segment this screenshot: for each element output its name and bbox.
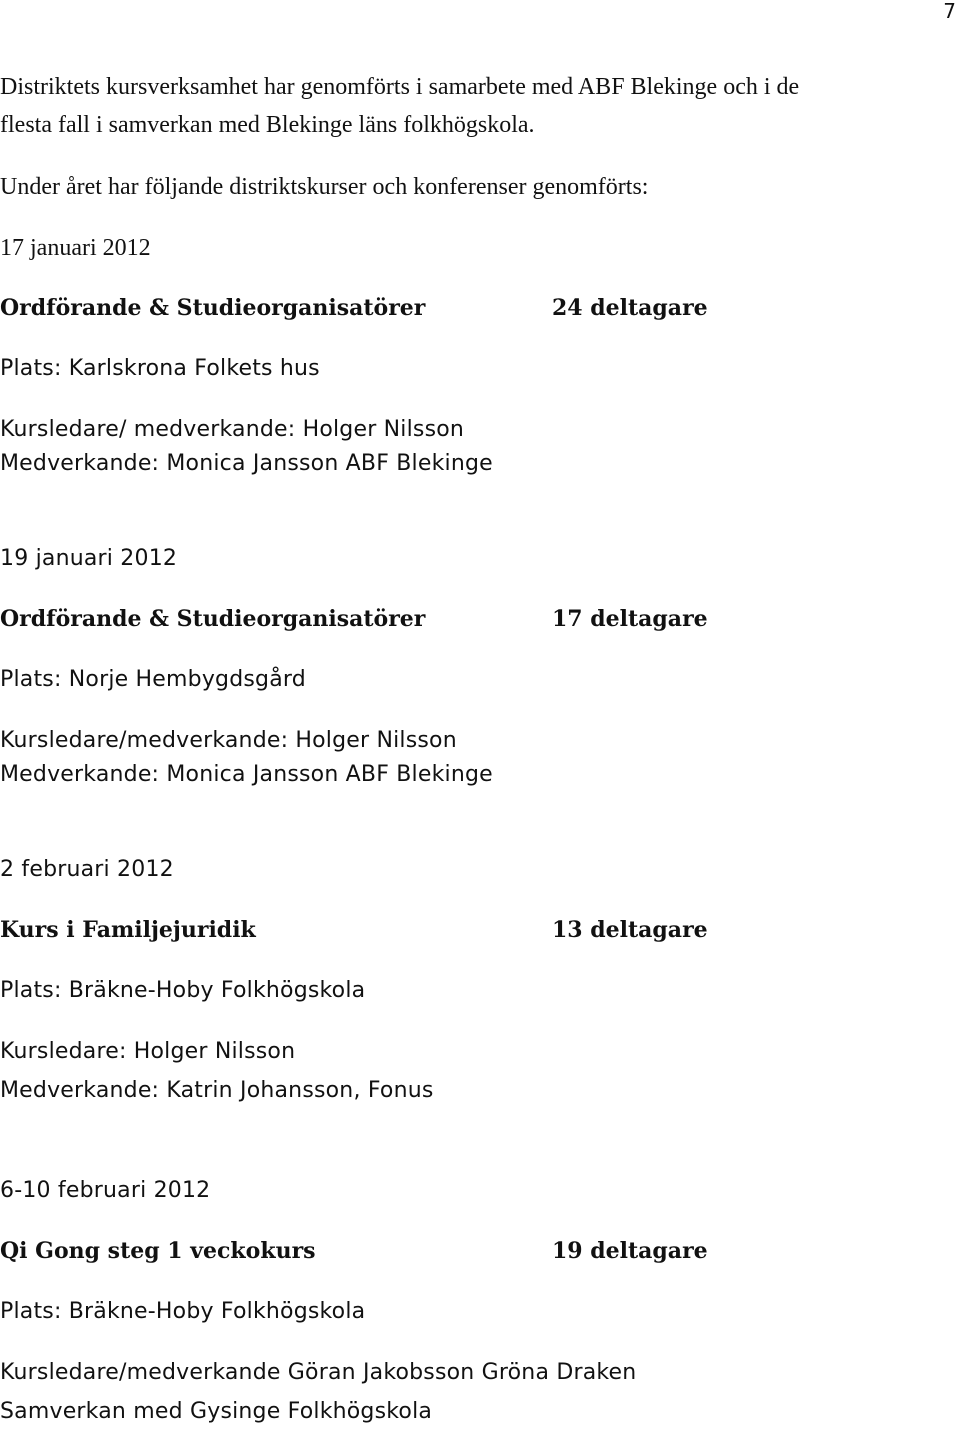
course-participants: 24 deltagare bbox=[552, 295, 708, 321]
course-participants: 13 deltagare bbox=[552, 917, 708, 943]
course-title: Ordförande & Studieorganisatörer bbox=[0, 295, 426, 321]
intro-line-3: Under året har följande distriktskurser och konferenser genomförts: bbox=[0, 174, 649, 200]
course-leader: Kursledare: Holger Nilsson bbox=[0, 1039, 296, 1064]
course-title: Qi Gong steg 1 veckokurs bbox=[0, 1238, 316, 1264]
course-place: Plats: Karlskrona Folkets hus bbox=[0, 356, 320, 381]
course-extra: Medverkande: Katrin Johansson, Fonus bbox=[0, 1078, 434, 1103]
course-place: Plats: Bräkne-Hoby Folkhögskola bbox=[0, 978, 366, 1003]
page-number: 7 bbox=[943, 0, 956, 23]
course-date: 6-10 februari 2012 bbox=[0, 1178, 211, 1203]
course-date: 2 februari 2012 bbox=[0, 857, 174, 882]
intro-line-1: Distriktets kursverksamhet har genomförts i samarbete med ABF Blekinge och i de bbox=[0, 74, 800, 100]
course-leader: Kursledare/medverkande Göran Jakobsson Gröna Draken bbox=[0, 1360, 637, 1385]
course-leader: Kursledare/ medverkande: Holger Nilsson bbox=[0, 417, 465, 442]
course-participants: 19 deltagare bbox=[552, 1238, 708, 1264]
course-date: 19 januari 2012 bbox=[0, 546, 178, 571]
course-date: 17 januari 2012 bbox=[0, 235, 151, 261]
course-leader: Kursledare/medverkande: Holger Nilsson bbox=[0, 728, 457, 753]
course-title: Kurs i Familjejuridik bbox=[0, 917, 256, 943]
course-extra: Medverkande: Monica Jansson ABF Blekinge bbox=[0, 451, 493, 476]
course-title: Ordförande & Studieorganisatörer bbox=[0, 606, 426, 632]
intro-line-2: flesta fall i samverkan med Blekinge läns folkhögskola. bbox=[0, 112, 535, 138]
course-extra: Samverkan med Gysinge Folkhögskola bbox=[0, 1399, 433, 1424]
course-extra: Medverkande: Monica Jansson ABF Blekinge bbox=[0, 762, 493, 787]
course-participants: 17 deltagare bbox=[552, 606, 708, 632]
course-place: Plats: Norje Hembygdsgård bbox=[0, 667, 306, 692]
course-place: Plats: Bräkne-Hoby Folkhögskola bbox=[0, 1299, 366, 1324]
